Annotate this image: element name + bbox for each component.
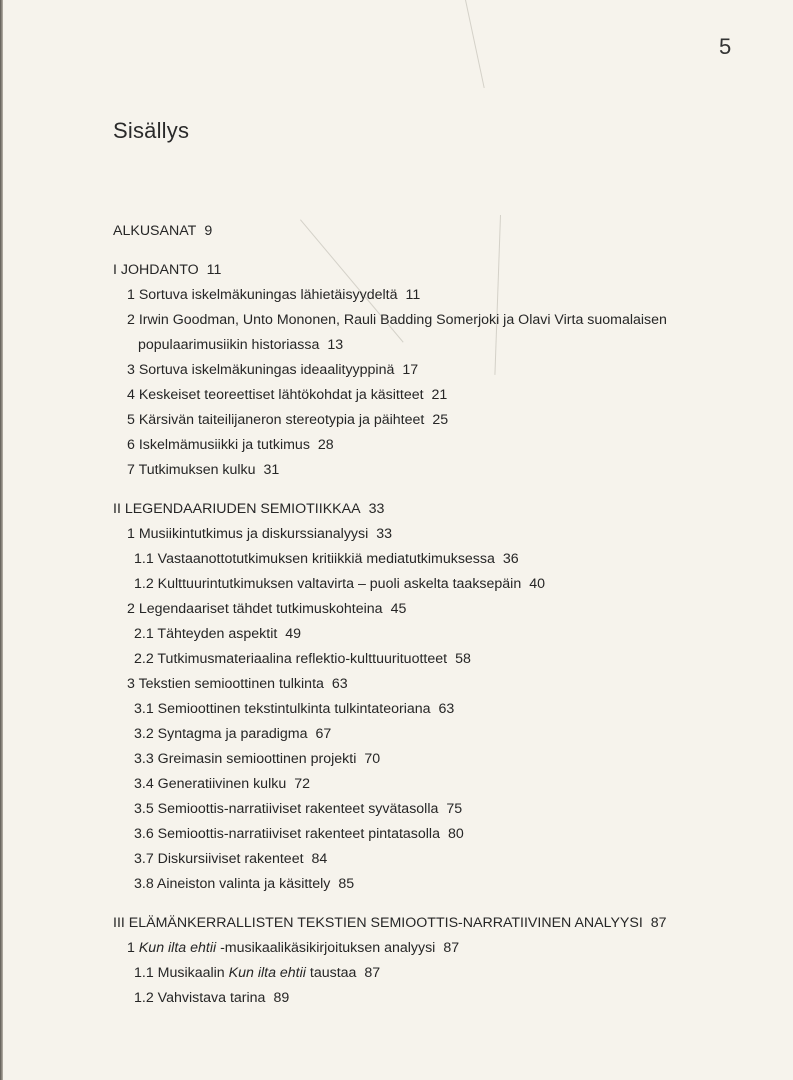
- toc-page-number: 25: [432, 412, 449, 428]
- toc-chapter: [113, 936, 773, 961]
- toc-part-heading: [113, 258, 773, 283]
- toc-entry-title: 3.8 Aineiston valinta ja käsittely: [134, 876, 331, 892]
- toc-chapter: [113, 672, 773, 697]
- toc-section: [113, 622, 773, 647]
- toc-page-number: 63: [438, 701, 455, 717]
- toc-entry-title: 3.1 Semioottinen tekstintulkinta tulkintateoriana: [134, 701, 431, 717]
- toc-page-number: 89: [273, 990, 290, 1006]
- toc-entry-title: 3 Sortuva iskelmäkuningas ideaalityyppinä: [127, 362, 395, 378]
- toc-page-number: 87: [650, 915, 667, 931]
- toc-entry-title: 1 Kun ilta ehtii -musikaalikäsikirjoituksen analyysi: [127, 940, 436, 956]
- toc-page-number: 40: [529, 576, 546, 592]
- toc-entry-title: 2.1 Tähteyden aspektit: [134, 626, 278, 642]
- toc-section: [113, 797, 773, 822]
- toc-entry-title: 4 Keskeiset teoreettiset lähtökohdat ja käsitteet: [127, 387, 424, 403]
- toc-page-number: 58: [455, 651, 471, 667]
- toc-page-number: 72: [294, 776, 310, 792]
- toc-entry-title: 2 Irwin Goodman, Unto Mononen, Rauli Badding Somerjoki ja Olavi Virta suomalaisen: [127, 312, 667, 328]
- toc-section: [113, 747, 773, 772]
- toc-page-number: 45: [390, 601, 407, 617]
- toc-chapter: [113, 308, 773, 333]
- toc-entry-title: 3.3 Greimasin semioottinen projekti: [134, 751, 357, 767]
- toc-entry-title: ALKUSANAT: [113, 223, 197, 239]
- toc-chapter: [113, 522, 773, 547]
- toc-part-heading: [113, 911, 773, 936]
- toc-section: [113, 961, 773, 986]
- toc-entry-title: 5 Kärsivän taiteilijaneron stereotypia ja päihteet: [127, 412, 425, 428]
- toc-page-number: 33: [368, 501, 385, 517]
- toc-entry-title: 1 Musiikintutkimus ja diskurssianalyysi: [127, 526, 369, 542]
- toc-page-number: 11: [405, 287, 421, 303]
- toc-page-number: 28: [317, 437, 334, 453]
- toc-chapter: [113, 597, 773, 622]
- toc-section: [113, 872, 773, 897]
- page-edge: [0, 0, 3, 1080]
- toc-chapter: [113, 383, 773, 408]
- toc-page-number: 36: [502, 551, 519, 567]
- toc-page-number: 17: [402, 362, 419, 378]
- toc-entry-title: 2 Legendaariset tähdet tutkimuskohteina: [127, 601, 383, 617]
- toc-page-number: 85: [338, 876, 355, 892]
- toc-entry-title: 1.2 Kulttuurintutkimuksen valtavirta – puoli askelta taaksepäin: [134, 576, 522, 592]
- toc-section: [113, 647, 773, 672]
- page-number: 5: [719, 34, 732, 59]
- toc-part-heading: [113, 497, 773, 522]
- toc-chapter: [113, 433, 773, 458]
- toc-entry-title: 7 Tutkimuksen kulku: [127, 462, 256, 478]
- toc-page-number: 49: [285, 626, 302, 642]
- toc-page-number: 9: [204, 223, 213, 239]
- toc-entry-continuation: [113, 333, 773, 358]
- toc-entry-title: 1.2 Vahvistava tarina: [134, 990, 266, 1006]
- toc-entry-title: 2.2 Tutkimusmateriaalina reflektio-kulttuurituotteet: [134, 651, 448, 667]
- toc-page-number: 84: [311, 851, 328, 867]
- toc-entry-title: 3.6 Semioottis-narratiiviset rakenteet pintatasolla: [134, 826, 440, 842]
- page-title: Sisällys: [113, 118, 190, 143]
- toc-entry-title: 3.4 Generatiivinen kulku: [134, 776, 287, 792]
- toc-entry-title: populaarimusiikin historiassa: [138, 337, 320, 353]
- paper-crease: [465, 0, 485, 88]
- toc-page-number: 70: [364, 751, 381, 767]
- toc-entry-title: I JOHDANTO: [113, 262, 199, 278]
- toc-chapter: [113, 358, 773, 383]
- toc-section: [113, 722, 773, 747]
- toc-entry-title: III ELÄMÄNKERRALLISTEN TEKSTIEN SEMIOOTTIS-NARRATIIVINEN ANALYYSI: [113, 915, 643, 931]
- toc-entry-title: 1 Sortuva iskelmäkuningas lähietäisyydeltä: [127, 287, 398, 303]
- table-of-contents: [113, 219, 773, 1011]
- toc-entry-title: 1.1 Musikaalin Kun ilta ehtii taustaa: [134, 965, 357, 981]
- toc-chapter: [113, 283, 773, 308]
- toc-italic-title: Kun ilta ehtii: [138, 940, 217, 956]
- toc-entry-title: 3.5 Semioottis-narratiiviset rakenteet syvätasolla: [134, 801, 439, 817]
- toc-part-heading: [113, 219, 773, 244]
- toc-section: [113, 772, 773, 797]
- toc-section: [113, 547, 773, 572]
- toc-page-number: 21: [431, 387, 448, 403]
- toc-section: [113, 847, 773, 872]
- toc-entry-title: 3.7 Diskursiiviset rakenteet: [134, 851, 304, 867]
- toc-page-number: 33: [376, 526, 393, 542]
- toc-entry-title: 3 Tekstien semioottinen tulkinta: [127, 676, 324, 692]
- toc-entry-title: 6 Iskelmämusiikki ja tutkimus: [127, 437, 310, 453]
- toc-entry-title: 1.1 Vastaanottotutkimuksen kritiikkiä mediatutkimuksessa: [134, 551, 495, 567]
- toc-page-number: 67: [315, 726, 332, 742]
- toc-page-number: 31: [263, 462, 280, 478]
- toc-italic-title: Kun ilta ehtii: [228, 965, 306, 981]
- toc-page-number: 87: [443, 940, 460, 956]
- toc-chapter: [113, 458, 773, 483]
- toc-section: [113, 697, 773, 722]
- toc-page-number: 63: [331, 676, 348, 692]
- toc-section: [113, 822, 773, 847]
- toc-chapter: [113, 408, 773, 433]
- toc-section: [113, 986, 773, 1011]
- toc-page-number: 13: [327, 337, 344, 353]
- toc-page-number: 11: [206, 262, 222, 278]
- toc-section: [113, 572, 773, 597]
- toc-page-number: 80: [447, 826, 464, 842]
- toc-entry-title: 3.2 Syntagma ja paradigma: [134, 726, 308, 742]
- toc-page-number: 87: [364, 965, 381, 981]
- toc-page-number: 75: [446, 801, 463, 817]
- toc-entry-title: II LEGENDAARIUDEN SEMIOTIIKKAA: [113, 501, 361, 517]
